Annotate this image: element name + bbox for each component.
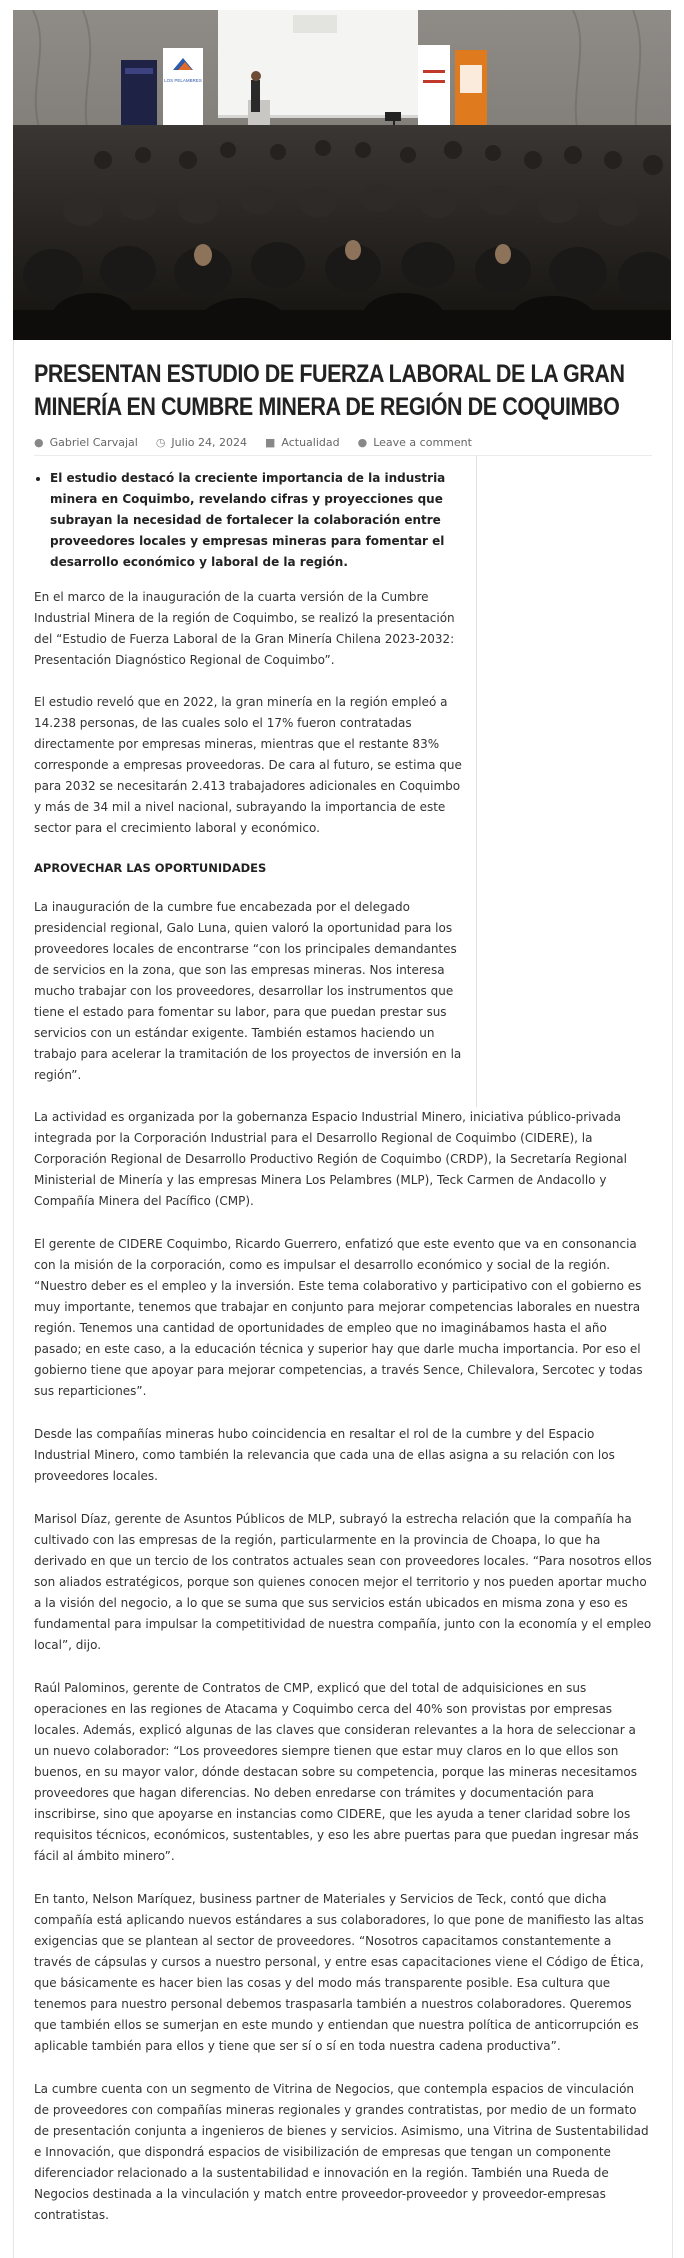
paragraph-10: La cumbre cuenta con un segmento de Vitrina de Negocios, que contempla espacios de vinculación de proveedores con compañías mineras regionales y grandes contratistas, por medio de un formato de presentación conjunta a ingenieros de bienes y servicios. Asimismo, una Vitrina de Sustentabilidad e Innovación, que dispondrá espacios de visibilización de empresas que tengan un componente diferenciador relacionado a la sustentabilidad e innovación en la región. También una Rueda de Negocios destinada a la vinculación y match entre proveedor-proveedor y proveedor-empresas contratistas. — [34, 2082, 649, 2222]
user-icon: ● — [34, 436, 44, 449]
article-body-column — [34, 456, 477, 1107]
paragraph-1: En el marco de la inauguración de la cuarta versión de la Cumbre Industrial Minera de la región de Coquimbo, se realizó la presentación del “Estudio de Fuerza Laboral de la Gran Minería Chilena 2023-2032: Presentación Diagnóstico Regional de Coquimbo”. — [34, 590, 455, 667]
subheading: APROVECHAR LAS OPORTUNIDADES — [34, 861, 267, 875]
paragraph-9: En tanto, Nelson Maríquez, business partner de Materiales y Servicios de Teck, contó que dicha compañía está aplicando nuevos estándares a sus colaboradores, lo que pone de manifiesto las altas exigencias que se plantean al sector de proveedores. “Nosotros capacitamos constantemente a través de cápsulas y cursos a nuestro personal, y entre esas capacitaciones viene el Código de Ética, que básicamente es hacer bien las cosas y del modo más transparente posible. Esa cultura que tenemos para nuestro personal debemos traspasarla también a nuestros colaboradores. Queremos que también ellos se sumerjan en este mundo y entiendan que nuestra política de anticorrupción es aplicable también para ellos y tiene que ser sí o sí en toda nuestra cadena productiva”. — [34, 1892, 644, 2053]
hero-image — [13, 10, 671, 340]
paragraph-8: Raúl Palominos, gerente de Contratos de CMP, explicó que del total de adquisiciones en sus operaciones en las regiones de Atacama y Coquimbo cerca del 40% son provistas por empresas locales. Además, explicó algunas de las claves que consideran relevantes a la hora de seleccionar a un nuevo colaborador: “Los proveedores siempre tienen que estar muy claros en lo que ellos son buenos, en su mayor valor, dónde destacan sobre su competencia, porque las mineras necesitamos proveedores que hagan diferencias. No deben enredarse con trámites y documentación para inscribirse, sino que apoyarse en instancias como CIDERE, que les ayuda a tener claridad sobre los requisitos técnicos, económicos, sustentables, y eso les abre puertas para que puedan ingresar más fácil al ámbito minero”. — [34, 1681, 639, 1863]
paragraph-4: La actividad es organizada por la gobernanza Espacio Industrial Minero, iniciativa público-privada integrada por la Corporación Industrial para el Desarrollo Regional de Coquimbo (CIDERE), la Corporación Regional de Desarrollo Productivo Región de Coquimbo (CRDP), la Secretaría Regional Ministerial de Minería y las empresas Minera Los Pelambres (MLP), Teck Carmen de Andacollo y Compañía Minera del Pacífico (CMP). — [34, 1110, 627, 1208]
paragraph-2: El estudio reveló que en 2022, la gran minería en la región empleó a 14.238 personas, de las cuales solo el 17% fueron contratadas directamente por empresas mineras, mientras que el restante 83% corresponde a empresas proveedoras. De cara al futuro, se estima que para 2032 se necesitarán 2.413 trabajadores adicionales en Coquimbo y más de 34 mil a nivel nacional, subrayando la importancia de este sector para el crecimiento laboral y económico. — [34, 695, 462, 835]
banner-logo-text: LOS PELAMBRES — [164, 78, 202, 83]
article-columns — [14, 456, 672, 1107]
meta-author[interactable] — [34, 436, 138, 449]
clock-icon: ◷ — [155, 436, 166, 449]
article-meta — [34, 436, 652, 456]
author-link[interactable]: Gabriel Carvajal — [49, 436, 138, 449]
paragraph-6: Desde las compañías mineras hubo coincidencia en resaltar el rol de la cumbre y del Espacio Industrial Minero, como también la relevancia que cada una de ellas asigna a su relación con los proveedores locales. — [34, 1427, 615, 1483]
paragraph-3: La inauguración de la cumbre fue encabezada por el delegado presidencial regional, Galo Luna, quien valoró la oportunidad para los proveedores locales de encontrarse “con los principales demandantes de servicios en la zona, que son las empresas mineras. Nos interesa mucho trabajar con los proveedores, desarrollar los instrumentos que tiene el estado para fomentar su labor, para que puedan prestar sus servicios con un estándar exigente. También estamos haciendo un trabajo para acelerar la tramitación de los proyectos de inversión en la región”. — [34, 900, 462, 1082]
sidebar-empty — [477, 456, 652, 1107]
meta-date — [156, 436, 247, 449]
comments-link[interactable]: Leave a comment — [373, 436, 472, 449]
paragraph-7: Marisol Díaz, gerente de Asuntos Públicos de MLP, subrayó la estrecha relación que la compañía ha cultivado con las empresas de la región, particularmente en la provincia de Choapa, lo que ha derivado en que un tercio de los contratos actuales sean con proveedores locales. “Para nosotros ellos son aliados estratégicos, porque son quienes conocen mejor el territorio y nos pueden aportar mucho a la visión del negocio, a lo que se suma que sus servicios están ubicados en misma zona y eso es fundamental para impulsar la competitividad de nuestra compañía, junto con la economía y el empleo local”, dijo. — [34, 1512, 652, 1652]
conference-photo — [13, 10, 671, 340]
date-text: Julio 24, 2024 — [171, 436, 247, 449]
meta-category[interactable] — [265, 436, 340, 449]
paragraph-5: El gerente de CIDERE Coquimbo, Ricardo Guerrero, enfatizó que este evento que va en consonancia con la misión de la corporación, como es impulsar el desarrollo económico y social de la región. “Nuestro deber es el empleo y la inversión. Este tema colaborativo y participativo con el gobierno es muy importante, tenemos que trabajar en conjunto para mejorar competencias laborales en nuestra región. Tenemos una cantidad de oportunidades de empleo que no imaginábamos hasta el año pasado; en este caso, a la educación técnica y superior hay que darle mucha importancia. Por eso el gobierno tiene que apoyar para mejorar competencias, a través Sence, Chilevalora, Sercotec y todas sus reparticiones”. — [34, 1237, 643, 1398]
article-title: PRESENTAN ESTUDIO DE FUERZA LABORAL DE LA GRAN MINERÍA EN CUMBRE MINERA DE REGIÓN DE COQUIMBO — [34, 360, 625, 421]
category-link[interactable]: Actualidad — [281, 436, 340, 449]
article-body-full — [14, 1107, 672, 2258]
article-header — [14, 340, 672, 456]
comment-icon: ● — [357, 436, 368, 449]
meta-comments[interactable] — [358, 436, 472, 449]
summary-item: • El estudio destacó la creciente importancia de la industria minera en Coquimbo, revelando cifras y proyecciones que subrayan la necesidad de fortalecer la colaboración entre proveedores locales y empresas mineras para fomentar el desarrollo económico y laboral de la región. — [50, 468, 464, 573]
article-card — [13, 340, 673, 2258]
summary-list — [34, 468, 464, 573]
folder-icon: ■ — [264, 436, 276, 449]
